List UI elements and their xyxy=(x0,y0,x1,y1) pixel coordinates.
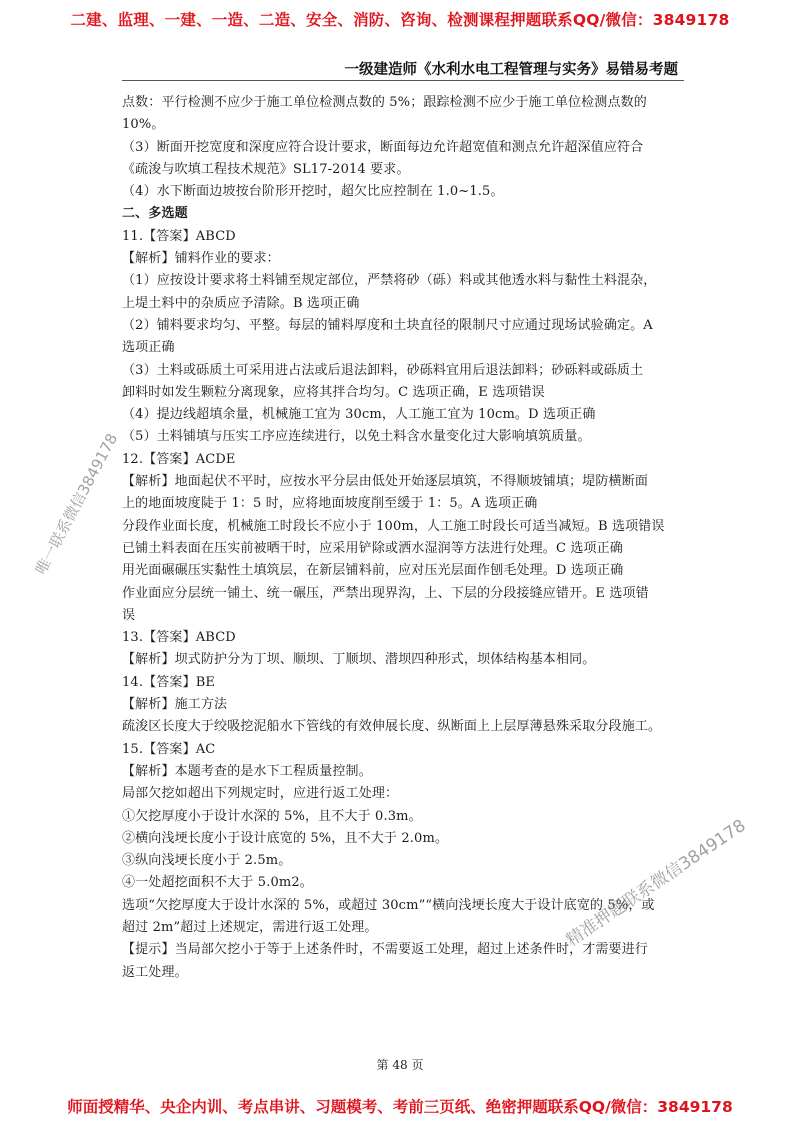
section-heading: 二、多选题 xyxy=(122,206,188,222)
top-banner: 二建、监理、一建、一造、二造、安全、消防、咨询、检测课程押题联系QQ/微信：3849178 xyxy=(70,11,730,29)
text-line: 超过 2m”超过上述规定，需进行返工处理。 xyxy=(122,919,378,935)
text-line: （4）水下断面边坡按台阶形开挖时，超欠比应控制在 1.0~1.5。 xyxy=(122,184,504,200)
answer-line: 11.【答案】ABCD xyxy=(122,228,236,244)
text-line: （1）应按设计要求将土料铺至规定部位，严禁将砂（砾）料或其他透水料与黏性土料混杂， xyxy=(122,273,657,289)
text-line: （4）提边线超填余量，机械施工宜为 30cm，人工施工宜为 10cm。D 选项正确 xyxy=(122,407,596,423)
text-line: ②横向浅埂长度小于设计底宽的 5%，且不大于 2.0m。 xyxy=(122,830,449,846)
text-line: 【解析】地面起伏不平时，应按水平分层由低处开始逐层填筑，不得顺坡铺填；堤防横断面 xyxy=(122,474,649,490)
text-line: 疏浚区长度大于绞吸挖泥船水下管线的有效伸展长度、纵断面上上层厚薄悬殊采取分段施工。 xyxy=(122,719,662,735)
text-line: 【解析】坝式防护分为丁坝、顺坝、丁顺坝、潜坝四种形式，坝体结构基本相同。 xyxy=(122,652,596,668)
answer-line: 12.【答案】ACDE xyxy=(122,451,236,467)
text-line: 用光面碾碾压实黏性土填筑层，在新层铺料前，应对压光层面作刨毛处理。D 选项正确 xyxy=(122,563,624,579)
text-line: 【解析】施工方法 xyxy=(122,697,228,713)
text-line: 【提示】当局部欠挖小于等于上述条件时，不需要返工处理，超过上述条件时，才需要进行 xyxy=(122,942,649,958)
text-line: ④一处超挖面积不大于 5.0m2。 xyxy=(122,875,313,891)
watermark-left: 唯一联系微信3849178 xyxy=(31,430,122,578)
text-line: 已铺土料表面在压实前被晒干时，应采用铲除或洒水湿润等方法进行处理。C 选项正确 xyxy=(122,540,623,556)
watermark-right: 精准押题联系微信3849178 xyxy=(562,815,750,951)
page-header-title: 一级建造师《水利水电工程管理与实务》易错易考题 xyxy=(344,62,678,78)
text-line: （2）铺料要求均匀、平整。每层的铺料厚度和土块直径的限制尺寸应通过现场试验确定。A xyxy=(122,317,653,333)
text-line: 选项“欠挖厚度大于设计水深的 5%，或超过 30cm”“横向浅埂长度大于设计底宽的 5%，或 xyxy=(122,897,655,913)
page-number: 第 48 页 xyxy=(376,1058,424,1072)
answer-line: 14.【答案】BE xyxy=(122,674,216,690)
text-line: 点数：平行检测不应少于施工单位检测点数的 5%；跟踪检测不应少于施工单位检测点数的 xyxy=(122,95,647,110)
document-body xyxy=(122,92,692,984)
answer-line: 13.【答案】ABCD xyxy=(122,630,236,646)
text-line: 局部欠挖如超出下列规定时，应进行返工处理： xyxy=(122,786,399,802)
text-line: 选项正确 xyxy=(122,340,175,356)
answer-line: 15.【答案】AC xyxy=(122,741,216,757)
text-line: 上的地面坡度陡于 1：5 时，应将地面坡度削至缓于 1：5。A 选项正确 xyxy=(122,496,538,512)
text-line: ③纵向浅埂长度小于 2.5m。 xyxy=(122,853,292,869)
text-line: （5）土料铺填与压实工序应连续进行，以免土料含水量变化过大影响填筑质量。 xyxy=(122,429,591,445)
text-line: 上堤土料中的杂质应予清除。B 选项正确 xyxy=(122,295,360,311)
text-line: 【解析】铺料作业的要求： xyxy=(122,251,280,267)
text-line: ①欠挖厚度小于设计水深的 5%，且不大于 0.3m。 xyxy=(122,808,422,824)
text-line: 卸料时如发生颗粒分离现象，应将其拌合均匀。C 选项正确，E 选项错误 xyxy=(122,384,545,400)
text-line: 返工处理。 xyxy=(122,964,188,980)
text-line: 《疏浚与吹填工程技术规范》SL17-2014 要求。 xyxy=(122,161,410,177)
bottom-banner: 师面授精华、央企内训、考点串讲、习题模考、考前三页纸、绝密押题联系QQ/微信：3849178 xyxy=(67,1098,733,1116)
text-line: 误 xyxy=(122,607,136,623)
text-line: （3）断面开挖宽度和深度应符合设计要求，断面每边允许超宽值和测点允许超深值应符合 xyxy=(122,139,644,155)
text-line: 10%。 xyxy=(122,117,165,133)
text-line: 作业面应分层统一铺土、统一碾压，严禁出现界沟，上、下层的分段接缝应错开。E 选项错 xyxy=(122,585,649,601)
text-line: （3）土料或砾质土可采用进占法或后退法卸料，砂砾料宜用后退法卸料；砂砾料或砾质土 xyxy=(122,362,644,378)
text-line: 【解析】本题考查的是水下工程质量控制。 xyxy=(122,763,372,779)
header-divider xyxy=(122,80,684,81)
text-line: 分段作业面长度，机械施工时段长不应小于 100m，人工施工时段长可适当减短。B 选项错误 xyxy=(122,518,665,534)
